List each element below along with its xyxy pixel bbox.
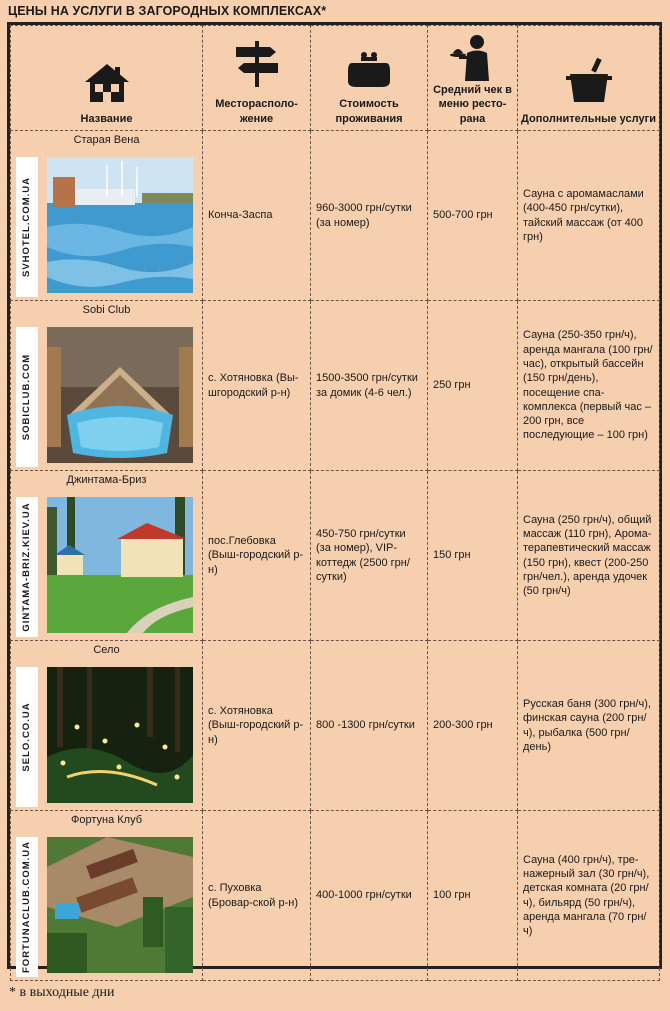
complex-name-cell [11, 811, 203, 981]
website-label: FORTUNACLUB.COM.UA [16, 837, 38, 977]
purse-icon [344, 49, 394, 89]
complex-name-cell [11, 301, 203, 471]
extra-services-cell: Русская баня (300 грн/ч), финская сауна (200 грн/ч), рыбалка (500 грн/день) [518, 641, 660, 811]
header-name-label: Название [80, 112, 133, 125]
footnote: * в выходные дни [9, 985, 115, 1000]
table-row [11, 471, 660, 641]
complex-photo [47, 667, 193, 803]
website-label: SELO.CO.UA [16, 667, 38, 807]
complex-name: Джинтама-Бриз [66, 474, 147, 486]
table-row [11, 641, 660, 811]
complex-photo [47, 327, 193, 463]
header-avg-check [428, 26, 518, 131]
header-name [11, 26, 203, 131]
avg-check-cell: 500-700 грн [428, 131, 518, 301]
table-row [11, 131, 660, 301]
extra-services-cell: Сауна (250 грн/ч), общий массаж (110 грн), Арома-терапевтический массаж (150 грн), квест (200-250 грн/чел.), аренда удочек (50 грн/ч) [518, 471, 660, 641]
house-icon [82, 62, 132, 104]
page-title: ЦЕНЫ НА УСЛУГИ В ЗАГОРОДНЫХ КОМПЛЕКСАХ* [8, 4, 327, 18]
waiter-icon [449, 33, 497, 81]
cost-cell: 400-1000 грн/сутки [311, 811, 428, 981]
website-label: SOBICLUB.COM [16, 327, 38, 467]
location-cell: с. Хотяновка (Вы-шгородский р-н) [203, 301, 311, 471]
header-avg-check-label: Средний чек в меню ресто-рана [433, 84, 512, 125]
cost-cell: 450-750 грн/сутки (за номер), VIP-коттедж (2500 грн/сутки) [311, 471, 428, 641]
avg-check-cell: 200-300 грн [428, 641, 518, 811]
header-location [203, 26, 311, 131]
complex-name-cell [11, 471, 203, 641]
complex-photo [47, 837, 193, 973]
cost-cell: 800 -1300 грн/сутки [311, 641, 428, 811]
complex-name: Старая Вена [73, 134, 140, 146]
table-row [11, 301, 660, 471]
website-label: SVHOTEL.COM.UA [16, 157, 38, 297]
header-extra-label: Дополнительные услуги [521, 112, 656, 125]
complex-name: Sobi Club [82, 304, 131, 316]
cost-cell: 1500-3500 грн/сутки за домик (4-6 чел.) [311, 301, 428, 471]
complex-name-cell [11, 131, 203, 301]
complex-name: Село [93, 644, 120, 656]
table-header-row [11, 26, 660, 131]
price-table-frame [7, 22, 662, 973]
header-cost-label: Стоимость проживания [335, 98, 403, 125]
header-extra [518, 26, 660, 131]
price-table [10, 25, 660, 981]
avg-check-cell: 100 грн [428, 811, 518, 981]
location-cell: пос.Глебовка (Выш-городский р-н) [203, 471, 311, 641]
table-row [11, 811, 660, 981]
extra-services-cell: Сауна с аромамаслами (400-450 грн/сутки), тайский массаж (от 400 грн) [518, 131, 660, 301]
complex-photo [47, 157, 193, 293]
avg-check-cell: 250 грн [428, 301, 518, 471]
location-cell: с. Пуховка (Бровар-ской р-н) [203, 811, 311, 981]
header-cost [311, 26, 428, 131]
champagne-bucket-icon [564, 56, 614, 104]
extra-services-cell: Сауна (250-350 грн/ч), аренда мангала (100 грн/час), открытый бассейн (150 грн/день), посещение спа-комплекса (первый час – 200 грн, все последующие – 100 грн) [518, 301, 660, 471]
location-cell: Конча-Заспа [203, 131, 311, 301]
extra-services-cell: Сауна (400 грн/ч), тре-нажерный зал (30 грн/ч), детская комната (20 грн/ч), бильярд (50 грн/ч), аренда мангала (70 грн/ч) [518, 811, 660, 981]
complex-name: Фортуна Клуб [70, 814, 143, 826]
location-cell: с. Хотяновка (Выш-городский р-н) [203, 641, 311, 811]
website-label: GINTAMA-BRIZ.KIEV.UA [16, 497, 38, 637]
avg-check-cell: 150 грн [428, 471, 518, 641]
complex-name-cell [11, 641, 203, 811]
complex-photo [47, 497, 193, 633]
cost-cell: 960-3000 грн/сутки (за номер) [311, 131, 428, 301]
header-location-label: Месторасполо-жение [215, 98, 298, 125]
signpost-icon [232, 39, 282, 89]
